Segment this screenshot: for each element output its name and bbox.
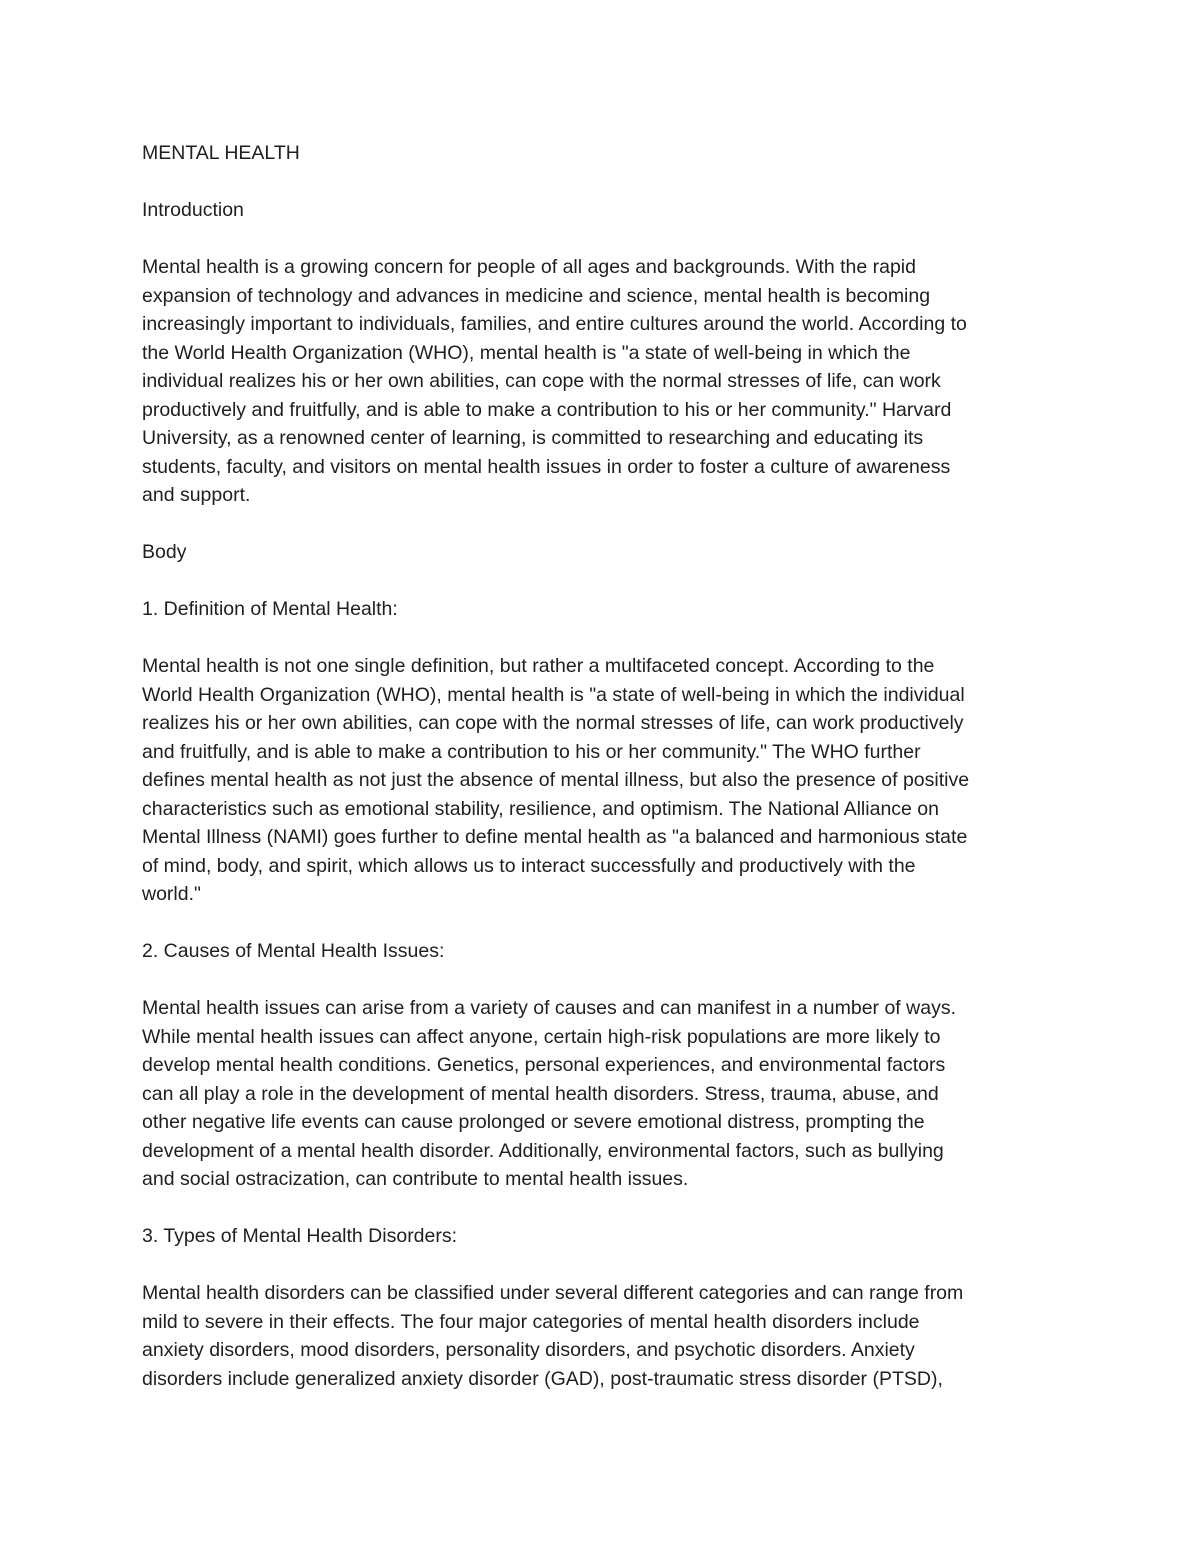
paragraph-line: Mental health issues can arise from a variety of causes and can manifest in a number of ways. <box>142 997 956 1019</box>
paragraph-line: and fruitfully, and is able to make a contribution to his or her community." The WHO further <box>142 740 921 763</box>
body-heading <box>142 538 1060 567</box>
paragraph-line: mild to severe in their effects. The four major categories of mental health disorders include <box>142 1310 920 1333</box>
document-title <box>142 139 1060 168</box>
paragraph-line: of mind, body, and spirit, which allows us to interact successfully and productively with the <box>142 854 916 877</box>
paragraph-line: disorders include generalized anxiety disorder (GAD), post-traumatic stress disorder (PTSD), <box>142 1367 943 1390</box>
paragraph-line: development of a mental health disorder. Additionally, environmental factors, such as bullying <box>142 1139 944 1162</box>
paragraph-line: increasingly important to individuals, families, and entire cultures around the world. According to <box>142 313 967 335</box>
paragraph-line: expansion of technology and advances in medicine and science, mental health is becoming <box>142 284 931 307</box>
section3-heading <box>142 1222 1060 1251</box>
section2-paragraph <box>142 994 1060 1194</box>
paragraph-line: defines mental health as not just the absence of mental illness, but also the presence of positive <box>142 769 970 791</box>
paragraph-line: Mental Illness (NAMI) goes further to define mental health as "a balanced and harmonious state <box>142 826 968 848</box>
paragraph-line: University, as a renowned center of learning, is committed to researching and educating its <box>142 427 924 449</box>
section1-heading <box>142 595 1060 624</box>
paragraph-line: World Health Organization (WHO), mental health is "a state of well-being in which the individual <box>142 683 965 706</box>
paragraph-line: and support. <box>142 484 251 506</box>
paragraph-line: productively and fruitfully, and is able to make a contribution to his or her community." Harvard <box>142 398 952 421</box>
section2-heading-text: 2. Causes of Mental Health Issues: <box>142 940 445 962</box>
paragraph-line: and social ostracization, can contribute to mental health issues. <box>142 1168 689 1190</box>
section1-paragraph <box>142 652 1060 909</box>
paragraph-line: Mental health is a growing concern for people of all ages and backgrounds. With the rapid <box>142 256 916 278</box>
paragraph-line: Mental health disorders can be classified under several different categories and can range from <box>142 1282 964 1304</box>
paragraph-line: world." <box>142 883 201 905</box>
section3-paragraph <box>142 1279 1060 1393</box>
section1-heading-text: 1. Definition of Mental Health: <box>142 598 398 620</box>
intro-heading <box>142 196 1060 225</box>
paragraph-line: Mental health is not one single definition, but rather a multifaceted concept. According to the <box>142 655 935 677</box>
body-heading-text: Body <box>142 541 187 563</box>
section2-heading <box>142 937 1060 966</box>
paragraph-line: other negative life events can cause prolonged or severe emotional distress, prompting the <box>142 1111 925 1133</box>
intro-paragraph <box>142 253 1060 510</box>
paragraph-line: While mental health issues can affect anyone, certain high-risk populations are more likely to <box>142 1025 941 1048</box>
paragraph-line: students, faculty, and visitors on mental health issues in order to foster a culture of awareness <box>142 455 951 478</box>
document-content <box>142 139 1060 1422</box>
paragraph-line: individual realizes his or her own abilities, can cope with the normal stresses of life, can work <box>142 370 941 392</box>
paragraph-line: can all play a role in the development of mental health disorders. Stress, trauma, abuse, and <box>142 1082 939 1105</box>
paragraph-line: realizes his or her own abilities, can cope with the normal stresses of life, can work productively <box>142 712 964 734</box>
paragraph-line: the World Health Organization (WHO), mental health is "a state of well-being in which the <box>142 341 911 364</box>
paragraph-line: develop mental health conditions. Genetics, personal experiences, and environmental factors <box>142 1054 946 1076</box>
title-text: MENTAL HEALTH <box>142 142 300 164</box>
intro-heading-text: Introduction <box>142 199 244 221</box>
paragraph-line: characteristics such as emotional stability, resilience, and optimism. The National Alliance on <box>142 797 939 820</box>
section3-heading-text: 3. Types of Mental Health Disorders: <box>142 1225 458 1247</box>
paragraph-line: anxiety disorders, mood disorders, personality disorders, and psychotic disorders. Anxiety <box>142 1339 915 1361</box>
